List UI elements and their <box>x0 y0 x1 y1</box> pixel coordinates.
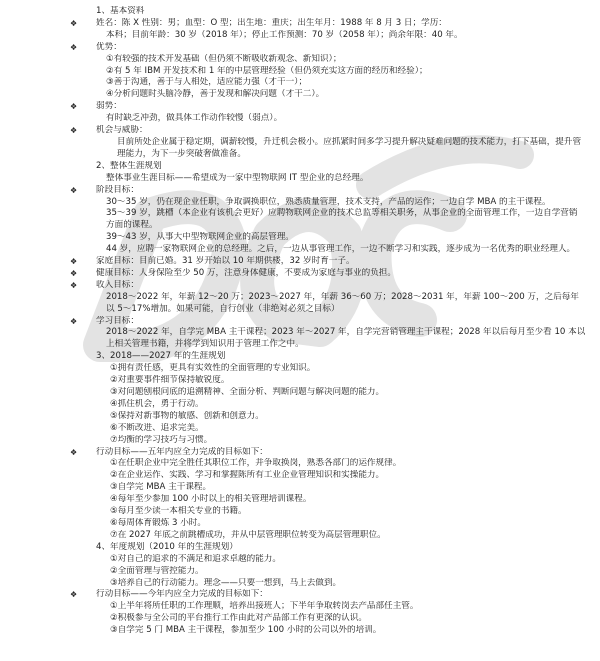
text-line: ⑥每周体育锻炼 3 小时。 <box>110 517 206 528</box>
text-line: ③善于沟通，善于与人相处，适应能力强（才干一）； <box>106 77 308 88</box>
text-line: ①对自己的追求的不满足和追求卓越的能力。 <box>110 553 281 564</box>
text-line: ①上半年将所任职的工作理顺，培养出接班人；下半年争取转岗去产品部任主管。 <box>110 601 419 612</box>
bullet-item: ❖ 学习目标： <box>70 316 586 328</box>
text-line: 整体事业生涯目标——希望成为一家中型物联网 IT 型企业的总经理。 <box>106 172 369 183</box>
bullet-item: ❖ 收入目标： <box>70 280 586 292</box>
bullet-item: ❖ 机会与威胁： <box>70 125 586 137</box>
text-line: 有时缺乏冲劲，做具体工作动作较慢（弱点）。 <box>106 113 283 124</box>
section-heading: 2、整体生涯规划 <box>96 160 162 171</box>
bullet-item: ❖ 弱势： <box>70 101 586 113</box>
text-line: ⑥不断改进、追求完美。 <box>110 422 204 433</box>
bullet-item: ❖ 家庭目标：目前已婚。31 岁开始以 10 年期供楼，32 岁时育一子。 <box>70 256 586 268</box>
text-line: ②对重要事件细节保持敏锐度。 <box>110 375 230 386</box>
bullet-item: ❖ 行动目标——五年内应全力完成的目标如下： <box>70 447 586 459</box>
text-line: ③自学完 MBA 主干课程。 <box>110 482 212 493</box>
text-line: ①拥有责任感，更具有实效性的全面管理的专业知识。 <box>110 363 316 374</box>
text-line: ④分析问题时头脑冷静，善于发现和解决问题（才干二）。 <box>106 89 325 100</box>
text-line: ⑤每月至少读一本相关专业的书籍。 <box>110 506 247 517</box>
text-line: 35～39 岁，跳槽（本企业有该机会更好）应聘物联网企业的技术总监等相关职务，从事企业的全面管理工作，一边自学营销方面的课程。 <box>106 208 578 231</box>
bullet-item: ❖ 优势： <box>70 42 586 54</box>
text-line: 本科；目前年龄：30 岁（2018 年）；停止工作预测：70 岁（2058 年）；尚余年限：40 年。 <box>106 29 463 40</box>
text-line: ⑦均衡的学习技巧与习惯。 <box>110 434 213 445</box>
text-line: 目前所处企业属于稳定期，调薪较慢，升迁机会极小。应抓紧时间多学习提升解决疑难问题的技术能力，打下基础，提升管理能力，为下一步突破奢做准备。 <box>117 136 582 159</box>
text-line: ①有较强的技术开发基础（但仍须不断吸收新观念、新知识）； <box>106 53 342 64</box>
text-line: ②全面管理与管控能力。 <box>110 565 204 576</box>
text-line: ③培养自己的行动能力。理念——只要一想到，马上去做到。 <box>110 577 342 588</box>
section-heading: 1、基本资料 <box>96 6 145 16</box>
section-heading: 3、2018——2027 年的生涯规划 <box>96 351 226 362</box>
text-line: ①在任职企业中完全胜任其职位工作，并争取换岗，熟悉各部门的运作规律。 <box>110 458 402 469</box>
text-line: 2018～2022 年，年薪 12～20 万；2023～2027 年，年薪 36～60 万；2028～2031 年，年薪 100～200 万，之后每年以 5～17%增加。如果可能，自行创业（非绝对必须之目标） <box>106 291 579 314</box>
text-line: ④每年至少参加 100 小时以上的相关管理培训课程。 <box>110 494 312 505</box>
bullet-item: ❖ 健康目标：人身保险至少 50 万，注意身体健康，不要成为家庭与事业的负担。 <box>70 268 586 280</box>
text-line: ④抓住机会，勇于行动。 <box>110 398 204 409</box>
bullet-item: ❖ 行动目标——今年内应全力完成的目标如下： <box>70 589 586 601</box>
text-line: 2018～2022 年，自学完 MBA 主干课程；2023 年～2027 年，自学完营销管理主干课程；2028 年以后每月至少看 10 本以上相关管理书籍，并将学到知识用于管理工作之中。 <box>106 327 586 350</box>
bullet-item: ❖ 姓名：陈 X 性别：男；血型：O 型；出生地：重庆；出生年月：1988 年 8 月 3 日；学历： <box>70 18 586 30</box>
text-line: ⑦在 2027 年底之前跳槽成功，并从中层管理职位转变为高层管理职位。 <box>110 529 386 540</box>
section-heading: 4、年度规划（2010 年的生涯规划） <box>96 541 238 552</box>
text-line: ②有 5 年 IBM 开发技术和 1 年的中层管理经验（但仍须充实这方面的经历和经验）； <box>106 65 428 76</box>
text-line: ③对问题刨根问底的追溯精神、全面分析、判断问题与解决问题的能力。 <box>110 387 385 397</box>
text-line: ②积极参与全公司的平台推行工作由此对产品部工作有更深的认识。 <box>110 613 367 624</box>
text-line: 39～43 岁，从事大中型物联网企业的高层管理。 <box>106 232 294 243</box>
bullet-item: ❖ 阶段目标： <box>70 185 586 197</box>
text-line: 44 岁，应聘一家物联网企业的总经理。之后，一边从事管理工作，一边不断学习和实践，逐步成为一名优秀的职业经理人。 <box>106 244 576 255</box>
text-line: ②在企业运作、实践、学习和掌握陈所有工业企业管理知识和实操能力。 <box>110 470 385 481</box>
text-line: ③自学完 5 门 MBA 主干课程，参加至少 100 小时的公司以外的培训。 <box>110 625 382 636</box>
text-line: ⑤保持对新事物的敏感、创新和创意力。 <box>110 410 264 421</box>
text-line: 30～35 岁，仍在现企业任职，争取调换职位，熟悉质量管理，技术支持，产品的运作；一边自学 MBA 的主干课程。 <box>106 196 551 207</box>
